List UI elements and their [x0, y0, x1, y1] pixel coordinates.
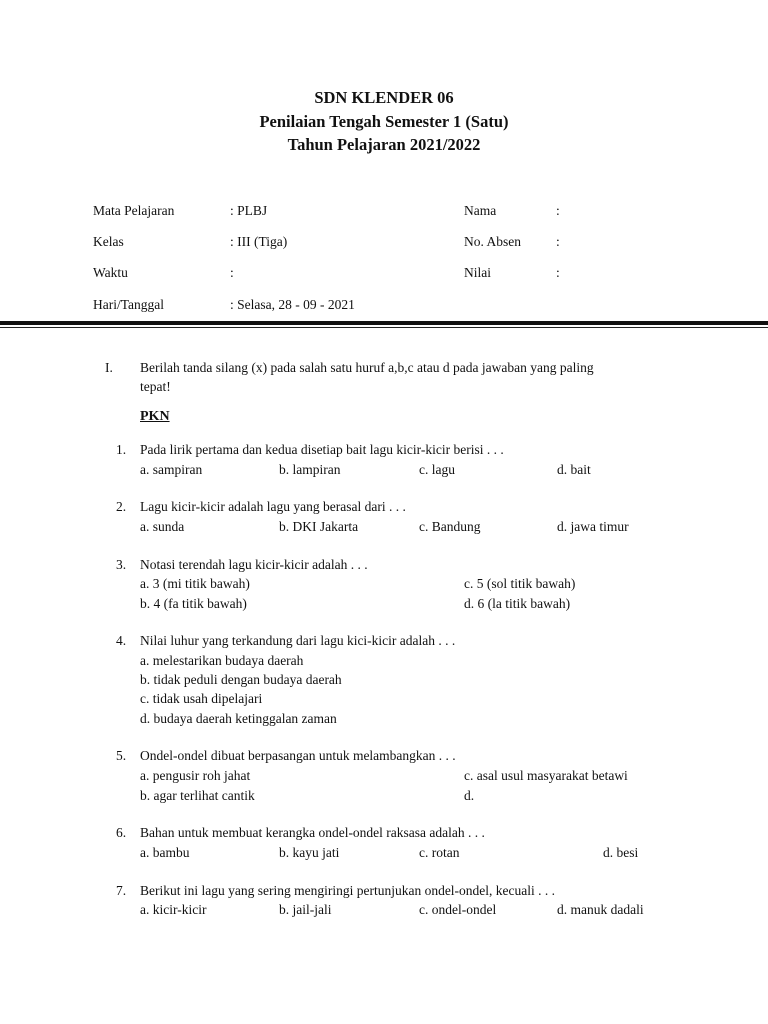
absence-number-value: :	[556, 234, 560, 249]
question-number: 6.	[116, 825, 127, 840]
question-text: Notasi terendah lagu kicir-kicir adalah . . .	[140, 557, 368, 572]
school-name: SDN KLENDER 06	[314, 88, 454, 107]
subject-label: Mata Pelajaran	[93, 203, 175, 218]
instruction-line-1: Berilah tanda silang (x) pada salah satu huruf a,b,c atau d pada jawaban yang paling	[140, 360, 594, 375]
instruction-line-2: tepat!	[140, 379, 171, 394]
absence-number-label: No. Absen	[464, 234, 521, 249]
school-year: Tahun Pelajaran 2021/2022	[287, 135, 481, 154]
class-label: Kelas	[93, 234, 124, 249]
option-d[interactable]: d.	[464, 788, 475, 803]
question-number: 5.	[116, 748, 127, 763]
option-a[interactable]: a. bambu	[140, 845, 190, 860]
score-label: Nilai	[464, 265, 491, 280]
time-label: Waktu	[93, 265, 128, 280]
date-label: Hari/Tanggal	[93, 297, 165, 312]
option-b[interactable]: b. DKI Jakarta	[279, 519, 359, 534]
option-c[interactable]: c. 5 (sol titik bawah)	[464, 576, 576, 591]
option-a[interactable]: a. 3 (mi titik bawah)	[140, 576, 250, 591]
question-text: Lagu kicir-kicir adalah lagu yang berasal dari . . .	[140, 499, 406, 514]
option-b[interactable]: b. 4 (fa titik bawah)	[140, 596, 247, 611]
option-d[interactable]: d. jawa timur	[557, 519, 629, 534]
class-value: : III (Tiga)	[230, 234, 288, 249]
option-a[interactable]: a. melestarikan budaya daerah	[140, 653, 304, 668]
option-b[interactable]: b. agar terlihat cantik	[140, 788, 255, 803]
option-b[interactable]: b. lampiran	[279, 462, 341, 477]
question-text: Bahan untuk membuat kerangka ondel-ondel raksasa adalah . . .	[140, 825, 485, 840]
option-d[interactable]: d. manuk dadali	[557, 902, 644, 917]
subject-value: : PLBJ	[230, 203, 268, 218]
option-a[interactable]: a. sampiran	[140, 462, 203, 477]
option-a[interactable]: a. kicir-kicir	[140, 902, 207, 917]
option-d[interactable]: d. besi	[603, 845, 639, 860]
option-d[interactable]: d. budaya daerah ketinggalan zaman	[140, 711, 337, 726]
time-value: :	[230, 265, 234, 280]
option-c[interactable]: c. asal usul masyarakat betawi	[464, 768, 628, 783]
question-number: 3.	[116, 557, 127, 572]
option-a[interactable]: a. sunda	[140, 519, 185, 534]
score-value: :	[556, 265, 560, 280]
option-c[interactable]: c. ondel-ondel	[419, 902, 497, 917]
option-b[interactable]: b. tidak peduli dengan budaya daerah	[140, 672, 342, 687]
question-number: 2.	[116, 499, 127, 514]
option-c[interactable]: c. tidak usah dipelajari	[140, 691, 263, 706]
question-text: Nilai luhur yang terkandung dari lagu kici-kicir adalah . . .	[140, 633, 456, 648]
option-c[interactable]: c. rotan	[419, 845, 460, 860]
option-a[interactable]: a. pengusir roh jahat	[140, 768, 251, 783]
option-d[interactable]: d. 6 (la titik bawah)	[464, 596, 571, 611]
question-number: 7.	[116, 883, 127, 898]
name-value: :	[556, 203, 560, 218]
option-c[interactable]: c. Bandung	[419, 519, 481, 534]
subject-heading: PKN	[140, 409, 170, 424]
question-number: 4.	[116, 633, 127, 648]
option-d[interactable]: d. bait	[557, 462, 591, 477]
header-divider-thick	[0, 321, 768, 325]
date-value: : Selasa, 28 - 09 - 2021	[230, 297, 355, 312]
question-text: Pada lirik pertama dan kedua disetiap bait lagu kicir-kicir berisi . . .	[140, 442, 504, 457]
question-number: 1.	[116, 442, 127, 457]
option-b[interactable]: b. jail-jali	[279, 902, 332, 917]
option-b[interactable]: b. kayu jati	[279, 845, 340, 860]
section-number: I.	[105, 360, 113, 375]
header-divider-thin	[0, 327, 768, 328]
name-label: Nama	[464, 203, 497, 218]
exam-title: Penilaian Tengah Semester 1 (Satu)	[259, 112, 509, 131]
question-text: Ondel-ondel dibuat berpasangan untuk melambangkan . . .	[140, 748, 456, 763]
option-c[interactable]: c. lagu	[419, 462, 455, 477]
question-text: Berikut ini lagu yang sering mengiringi pertunjukan ondel-ondel, kecuali . . .	[140, 883, 556, 898]
